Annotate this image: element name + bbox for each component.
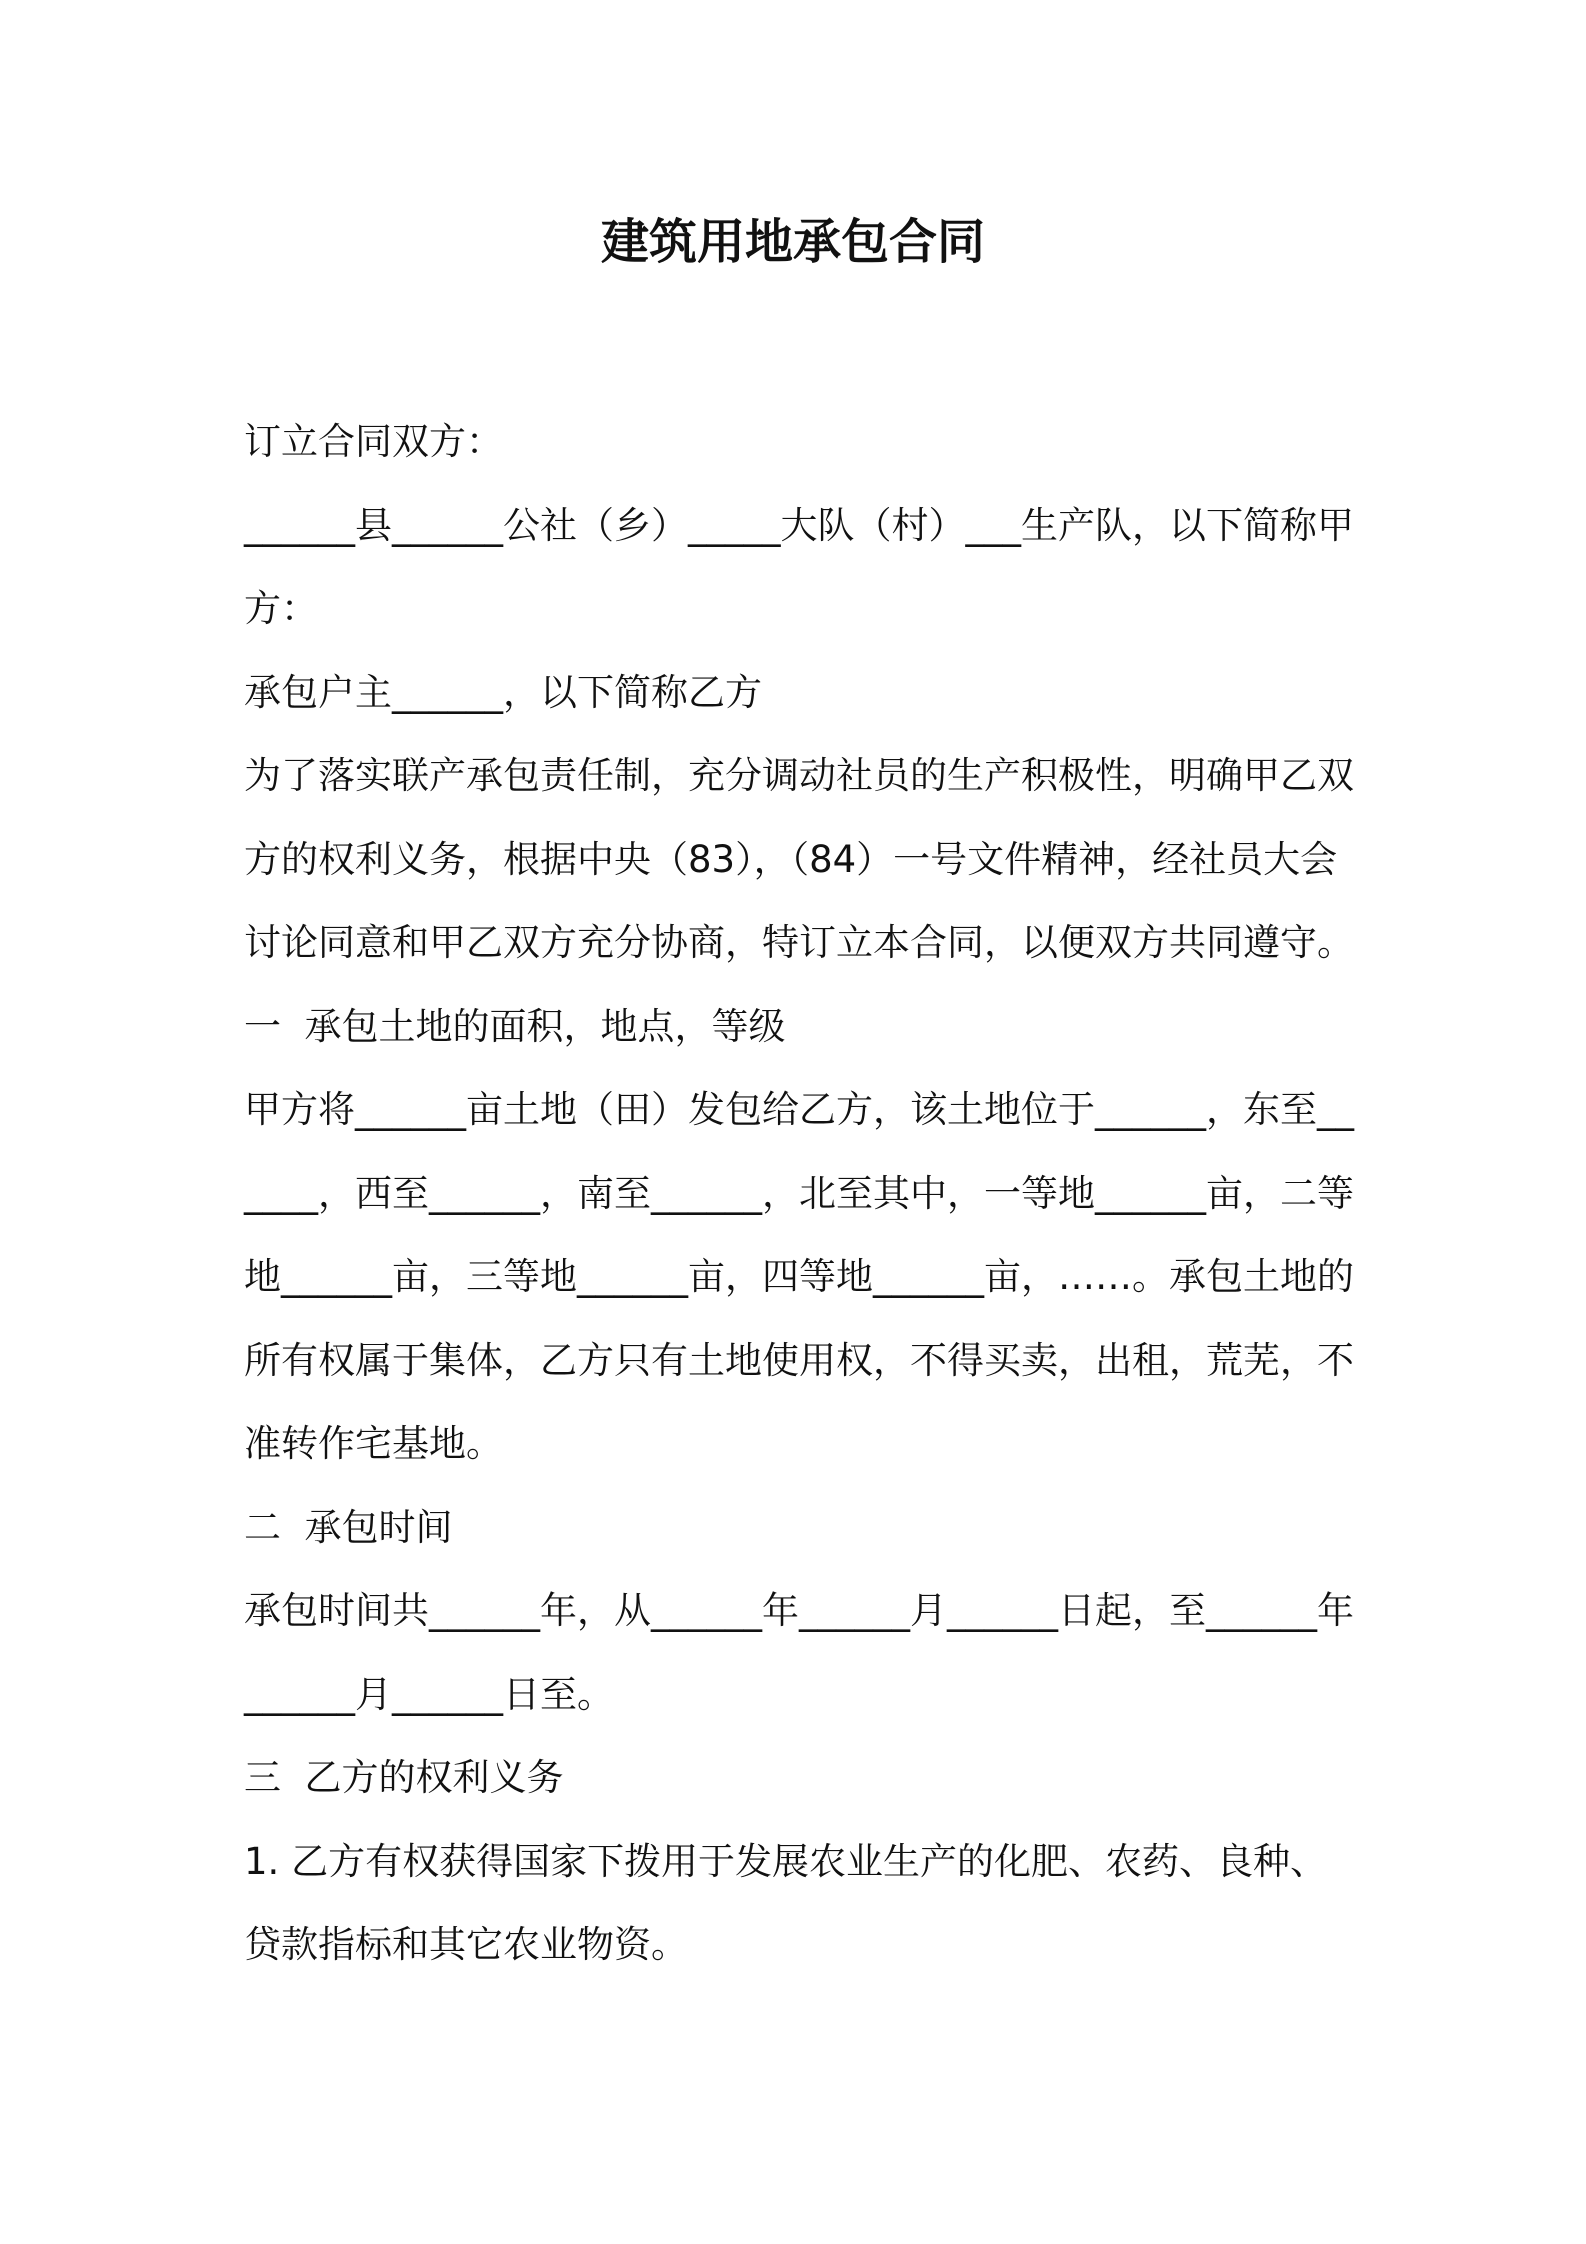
document-body <box>244 400 1364 1987</box>
paragraph-rights-item-1: 1. 乙方有权获得国家下拨用于发展农业生产的化肥、农药、良种、贷款指标和其它农业物资。 <box>244 1839 1328 1966</box>
paragraph-preamble: 为了落实联产承包责任制，充分调动社员的生产积极性，明确甲乙双方的权利义务，根据中央（83），（84）一号文件精神，经社员大会讨论同意和甲乙双方充分协商，特订立本合同，以便双方共同遵守。 <box>244 754 1354 964</box>
section-heading-rights: 三 乙方的权利义务 <box>244 1756 564 1799</box>
paragraph-party-a: ______县______公社（乡）_____大队（村）___生产队，以下简称甲方： <box>244 503 1354 630</box>
paragraph-land-details: 甲方将______亩土地（田）发包给乙方，该土地位于______，东至______，西至______，南至______，北至其中，一等地______亩，二等地______亩，三等地______亩，四等地______亩，……。承包土地的所有权属于集体，乙方只有土地使用权，不得买卖，出租，荒芜，不准转作宅基地。 <box>244 1088 1354 1465</box>
document-title: 建筑用地承包合同 <box>600 214 985 270</box>
section-heading-land: 一 承包土地的面积，地点，等级 <box>244 1004 786 1048</box>
section-heading-term: 二 承包时间 <box>244 1505 453 1549</box>
paragraph-parties-heading: 订立合同双方： <box>244 420 503 463</box>
paragraph-party-b: 承包户主______，以下简称乙方 <box>244 670 762 714</box>
paragraph-term-details: 承包时间共______年，从______年______月______日起，至______年______月______日至。 <box>244 1589 1354 1716</box>
